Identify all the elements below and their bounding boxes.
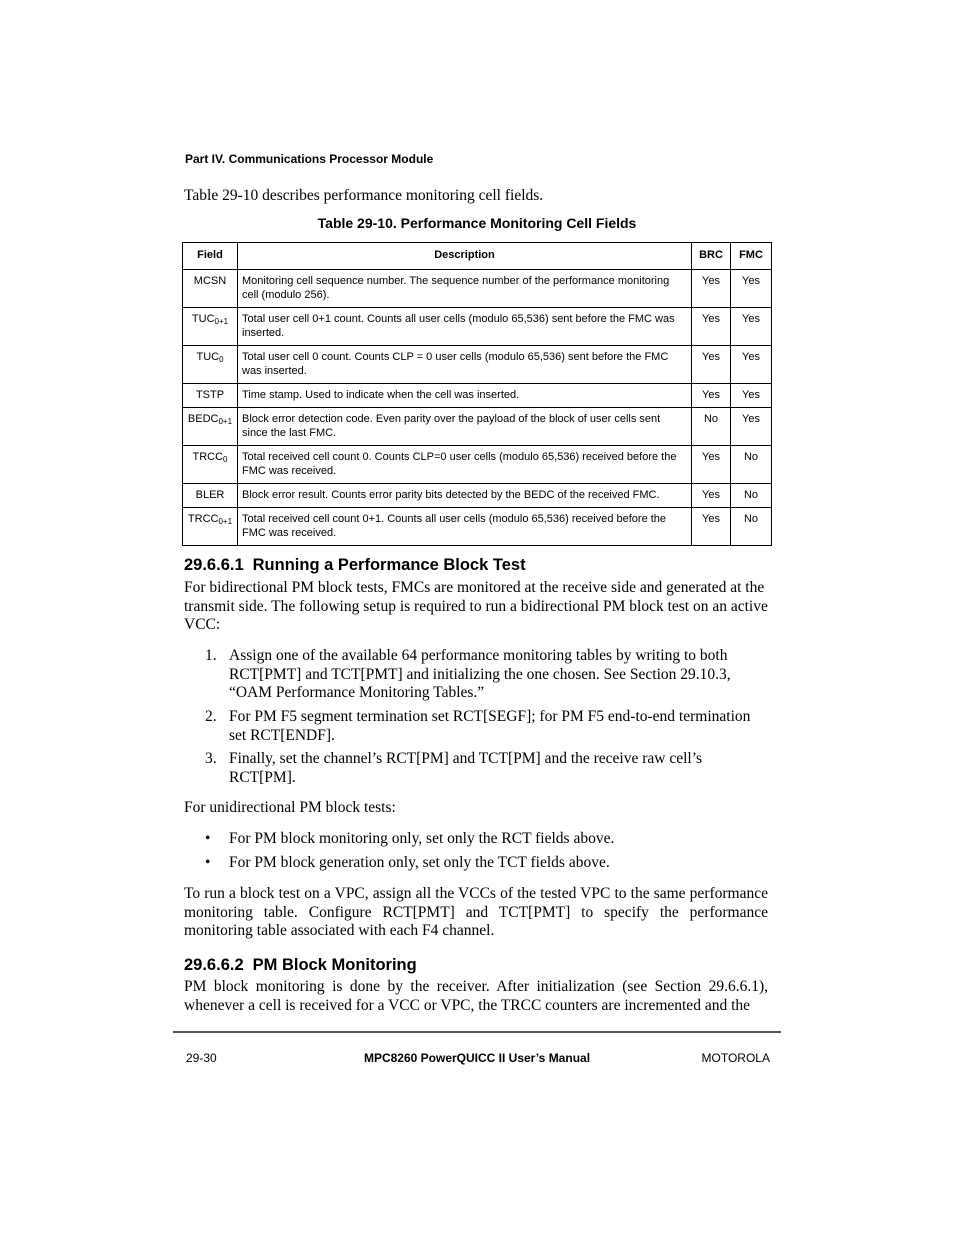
brc-cell: No <box>692 408 731 446</box>
brc-cell: Yes <box>692 446 731 484</box>
brc-cell: Yes <box>692 508 731 546</box>
field-name: TUC <box>191 313 215 325</box>
section-heading-pm-block-monitoring <box>184 956 417 975</box>
footer-manual-title: MPC8260 PowerQUICC II User’s Manual <box>363 1051 591 1065</box>
table-caption: Table 29-10. Performance Monitoring Cell Fields <box>317 215 637 231</box>
field-cell <box>183 446 238 484</box>
table-row <box>183 408 772 446</box>
col-header-description: Description <box>238 243 692 270</box>
body-paragraph: PM block monitoring is done by the receiver. After initialization (see Section 29.6.6.1), whenever a cell is received for a VCC or VPC, the TRCC counters are incremented and the <box>184 978 768 1014</box>
step-number: 2. <box>205 708 217 725</box>
section-number: 29.6.6.2 <box>184 956 244 974</box>
col-header-brc: BRC <box>692 243 731 270</box>
field-name: MCSN <box>193 275 227 287</box>
performance-monitoring-table <box>182 242 772 546</box>
bullet-marker: • <box>205 830 211 847</box>
table-row <box>183 446 772 484</box>
section-title: PM Block Monitoring <box>252 956 417 974</box>
description-cell: Block error result. Counts error parity bits detected by the BEDC of the received FMC. <box>238 484 692 508</box>
bullet-text: For PM block monitoring only, set only the RCT fields above. <box>229 830 615 847</box>
step-text: For PM F5 segment termination set RCT[SEGF]; for PM F5 end-to-end termination set RCT[ENDF]. <box>229 708 751 744</box>
field-name: TRCC <box>192 451 224 463</box>
description-cell: Total user cell 0+1 count. Counts all user cells (modulo 65,536) sent before the FMC was inserted. <box>238 308 692 346</box>
table-row <box>183 384 772 408</box>
field-subscript: 0+1 <box>214 317 229 326</box>
table-row <box>183 346 772 384</box>
bullet-marker: • <box>205 854 211 871</box>
step-number: 1. <box>205 647 217 664</box>
field-name: BEDC <box>187 413 219 425</box>
field-subscript: 0+1 <box>218 517 233 526</box>
body-paragraph: To run a block test on a VPC, assign all the VCCs of the tested VPC to the same performance monitoring table. Configure RCT[PMT] and TCT[PMT] to specify the performance monitoring table associated with each F4 channel. <box>184 885 768 939</box>
fmc-cell: No <box>731 508 772 546</box>
description-cell: Total user cell 0 count. Counts CLP = 0 user cells (modulo 65,536) sent before the FMC was inserted. <box>238 346 692 384</box>
field-cell <box>183 408 238 446</box>
table-row <box>183 484 772 508</box>
description-cell: Total received cell count 0. Counts CLP=0 user cells (modulo 65,536) received before the FMC was received. <box>238 446 692 484</box>
body-paragraph: For unidirectional PM block tests: <box>184 799 396 816</box>
col-header-field: Field <box>183 243 238 270</box>
section-heading-running-block-test <box>184 556 526 575</box>
brc-cell: Yes <box>692 270 731 308</box>
body-paragraph: For bidirectional PM block tests, FMCs are monitored at the receive side and generated at the transmit side. The following setup is required to run a bidirectional PM block test on an active VCC: <box>184 579 768 633</box>
fmc-cell: No <box>731 484 772 508</box>
brc-cell: Yes <box>692 484 731 508</box>
table-row <box>183 308 772 346</box>
field-name: TUC <box>196 351 220 363</box>
fmc-cell: Yes <box>731 346 772 384</box>
field-name: TRCC <box>187 513 219 525</box>
table-row <box>183 508 772 546</box>
description-cell: Time stamp. Used to indicate when the cell was inserted. <box>238 384 692 408</box>
brc-cell: Yes <box>692 346 731 384</box>
col-header-fmc: FMC <box>731 243 772 270</box>
field-cell <box>183 270 238 308</box>
field-subscript: 0 <box>219 355 224 364</box>
section-number: 29.6.6.1 <box>184 556 244 574</box>
table-header-row <box>183 243 772 270</box>
description-cell: Total received cell count 0+1. Counts all user cells (modulo 65,536) received before the FMC was received. <box>238 508 692 546</box>
step-number: 3. <box>205 750 217 767</box>
field-cell <box>183 308 238 346</box>
step-text: Assign one of the available 64 performance monitoring tables by writing to both RCT[PMT] and TCT[PMT] and initializing the one chosen. See Section 29.10.3, “OAM Performance Monitoring Tables.” <box>229 647 731 701</box>
field-cell <box>183 346 238 384</box>
field-cell <box>183 484 238 508</box>
section-title: Running a Performance Block Test <box>252 556 526 574</box>
field-cell <box>183 384 238 408</box>
field-subscript: 0+1 <box>218 417 233 426</box>
fmc-cell: Yes <box>731 270 772 308</box>
running-head: Part IV. Communications Processor Module <box>185 152 434 166</box>
field-name: TSTP <box>195 389 225 401</box>
description-cell: Block error detection code. Even parity over the payload of the block of user cells sent since the last FMC. <box>238 408 692 446</box>
footer-brand: MOTOROLA <box>701 1051 770 1065</box>
field-cell <box>183 508 238 546</box>
fmc-cell: Yes <box>731 308 772 346</box>
fmc-cell: Yes <box>731 408 772 446</box>
description-cell: Monitoring cell sequence number. The sequence number of the performance monitoring cell (modulo 256). <box>238 270 692 308</box>
brc-cell: Yes <box>692 384 731 408</box>
footer-rule <box>173 1031 781 1033</box>
brc-cell: Yes <box>692 308 731 346</box>
step-text: Finally, set the channel’s RCT[PM] and TCT[PM] and the receive raw cell’s RCT[PM]. <box>229 750 703 786</box>
intro-text: Table 29-10 describes performance monitoring cell fields. <box>184 187 544 204</box>
fmc-cell: Yes <box>731 384 772 408</box>
field-subscript: 0 <box>223 455 228 464</box>
bullet-text: For PM block generation only, set only the TCT fields above. <box>229 854 610 871</box>
fmc-cell: No <box>731 446 772 484</box>
table-row <box>183 270 772 308</box>
footer-page-number: 29-30 <box>186 1051 217 1065</box>
field-name: BLER <box>195 489 225 501</box>
